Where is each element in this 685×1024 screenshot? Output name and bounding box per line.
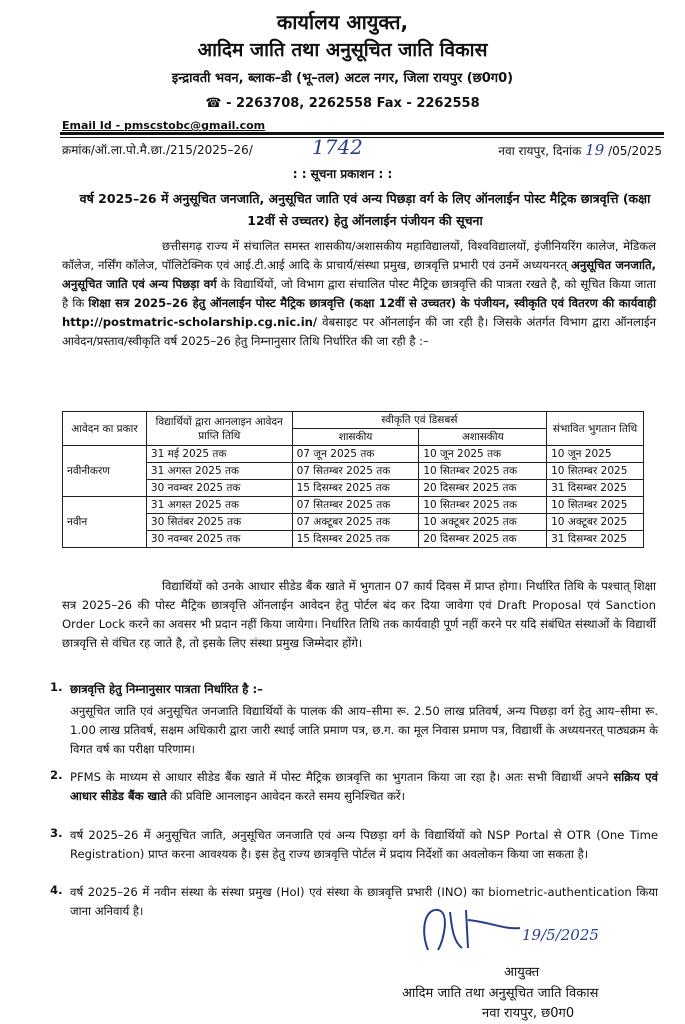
point-2-text [70,768,658,806]
point-1-number: 1. [50,680,63,694]
cell-private: 10 सितम्बर 2025 तक [419,497,547,514]
point-2-number: 2. [50,768,63,782]
reference-prefix: क्रमांक/ऑ.ला.पो.मै.छा./215/2025–26/ [62,143,253,157]
cell-payment: 10 सितम्बर 2025 [547,497,644,514]
col-header-payment: संभावित भुगतान तिथि [547,412,644,446]
intro-text-3: वेबसाइट पर ऑनलाईन की जा रही है। जिसके अंतर्गत विभाग द्वारा ऑनलाईन आवेदन/प्रस्ताव/स्वीकृति वर्ष 2025–26 हेतु निम्नानुसार तिथि निर्धारित की जा रही है :– [62,315,657,348]
cell-receipt: 31 मई 2025 तक [146,446,292,463]
table-row [63,463,644,480]
point-3-number: 3. [50,826,63,840]
table-row [63,480,644,497]
point-2-text-a: PFMS के माध्यम से आधार सीडेड बैंक खाते में पोस्ट मैट्रिक छात्रवृत्ति का भुगतान किया जा रहा है। अतः सभी विद्यार्थी अपने [70,770,609,784]
office-title: कार्यालय आयुक्त, [276,10,409,34]
notice-title: : : सूचना प्रकाशन : : [292,167,393,181]
cell-govt: 07 जून 2025 तक [292,446,419,463]
cell-receipt: 31 अगस्त 2025 तक [146,497,292,514]
cell-receipt: 31 अगस्त 2025 तक [146,463,292,480]
signatory-department: आदिम जाति तथा अनुसूचित जाति विकास [402,986,599,1001]
portal-url: http://postmatric-scholarship.cg.nic.in/ [62,315,318,329]
date-day-handwritten: 19 [585,141,605,159]
cell-private: 10 सितम्बर 2025 तक [419,463,547,480]
point-2-bold: सक्रिय एवं आधार सीडेड बैंक खाते [70,770,658,803]
cell-govt: 07 सितम्बर 2025 तक [292,497,419,514]
intro-text-1: छत्तीसगढ़ राज्य में संचालित समस्त शासकीय/अशासकीय महाविद्यालयों, विश्वविद्यालयों, इंजीनियरिंग कालेज, मेडिकल कॉलेज, नर्सिंग कॉलेज, पॉलिटेक्निक एवं आई.टी.आई आदि के प्राचार्य/संस्था प्रमुख, छात्रवृत्ति प्रभारी एवं उनमें अध्ययनरत् [62,239,656,272]
cell-payment: 31 दिसम्बर 2025 [547,531,644,548]
intro-bold-2: शिक्षा सत्र 2025–26 हेतु ऑनलाईन पोस्ट मैट्रिक छात्रवृत्ति (कक्षा 12वीं से उच्चतर) के पंजीयन, स्वीकृति एवं वितरण की कार्यवाही [88,296,657,310]
schedule-table [62,411,644,548]
table-row [63,531,644,548]
cell-private: 10 अक्टूबर 2025 तक [419,514,547,531]
reference-date [498,141,662,159]
col-header-type: आवेदन का प्रकार [63,412,147,446]
reference-number-handwritten: 1742 [312,135,363,159]
signatory-designation: आयुक्त [504,965,540,980]
email-id: Email Id - pmscstobc@gmail.com [62,119,266,132]
point-4-number: 4. [50,883,63,897]
office-address: इन्द्रावती भवन, ब्लाक–डी (भू–तल) अटल नगर, जिला रायपुर (छ0ग0) [171,71,514,86]
cell-receipt: 30 सितंबर 2025 तक [146,514,292,531]
cell-govt: 07 अक्टूबर 2025 तक [292,514,419,531]
signature-date-handwritten: 19/5/2025 [522,926,599,944]
cell-govt: 15 दिसम्बर 2025 तक [292,531,419,548]
point-4-text: वर्ष 2025–26 में नवीन संस्था के संस्था प्रमुख (HoI) एवं संस्था के छात्रवृत्ति प्रभारी (INO) का biometric-authentication किया जाना अनिवार्य है। [70,885,658,918]
cell-receipt: 30 नवम्बर 2025 तक [146,531,292,548]
point-1-heading: छात्रवृत्ति हेतु निम्नानुसार पात्रता निर्धारित है :– [70,682,263,696]
phone-fax: - 2263708, 2262558 Fax - 2262558 [226,96,480,111]
signatory-place: नवा रायपुर, छ0ग0 [482,1006,575,1021]
col-header-govt: शासकीय [292,429,419,446]
cell-govt: 07 सितम्बर 2025 तक [292,463,419,480]
cell-payment: 10 सितम्बर 2025 [547,463,644,480]
point-1-text: अनुसूचित जाति एवं अनुसूचित जनजाति विद्यार्थियों के पालक की आय–सीमा रू. 2.50 लाख प्रतिवर्ष, अन्य पिछड़ा वर्ग हेतु आय–सीमा रू. 1.00 लाख प्रतिवर्ष, सक्षम अधिकारी द्वारा जारी स्थाई जाति प्रमाण पत्र, छ.ग. का मूल निवास प्रमाण पत्र, विद्यार्थी के अध्ययनरत् पाठ्यक्रम के विगत वर्ष का परीक्षा परिणाम। [70,704,659,756]
intro-bold-1: अनुसूचित जनजाति, अनुसूचित जाति एवं अन्य पिछड़ा वर्ग [62,258,656,291]
intro-text-2: के विद्यार्थियों, जो विभाग द्वारा संचालित पोस्ट मैट्रिक छात्रवृत्ति की पात्रता रखते है, को सूचित किया जाता है कि [62,277,656,310]
cell-govt: 15 दिसम्बर 2025 तक [292,480,419,497]
group-type-renewal: नवीनीकरण [63,446,147,497]
signature-image [410,900,610,960]
col-header-receipt: विद्यार्थियों द्वारा आनलाइन आवेदन प्राप्ति तिथि [146,412,292,446]
point-2-text-b: की प्रविष्टि आनलाइन आवेदन करते समय सुनिश्चित करें। [170,789,406,803]
place-date-prefix: नवा रायपुर, दिनांक [498,144,582,158]
phone-icon: ☎ [205,96,222,111]
cell-payment: 31 दिसम्बर 2025 [547,480,644,497]
col-header-private: अशासकीय [419,429,547,446]
table-row [63,514,644,531]
col-header-approval: स्वीकृति एवं डिसबर्स [292,412,547,429]
point-3-text: वर्ष 2025–26 में अनुसूचित जाति, अनुसूचित जनजाति एवं अन्य पिछड़ा वर्ग के विद्यार्थियों को NSP Portal से OTR (One Time Registration) प्राप्त करना आवश्यक है। इस हेतु राज्य छात्रवृत्ति पोर्टल में प्रदाय निर्देशों का अवलोकन किया जा सकता है। [70,828,658,861]
table-row [63,497,644,514]
table-row [63,446,644,463]
cell-private: 10 जून 2025 तक [419,446,547,463]
contact-line [0,96,685,111]
cell-payment: 10 जून 2025 [547,446,644,463]
notice-subject: वर्ष 2025–26 में अनुसूचित जनजाति, अनुसूचित जाति एवं अन्य पिछड़ा वर्ग के लिए ऑनलाईन पोस्ट मैट्रिक छात्रवृत्ति (कक्षा 12वीं से उच्चतर) हेतु ऑनलाईन पंजीयन की सूचना [79,191,651,228]
department-title: आदिम जाति तथा अनुसूचित जाति विकास [197,39,488,61]
cell-payment: 10 अक्टूबर 2025 [547,514,644,531]
cell-receipt: 30 नवम्बर 2025 तक [146,480,292,497]
intro-paragraph [62,237,656,351]
cell-private: 20 दिसम्बर 2025 तक [419,480,547,497]
post-table-paragraph: विद्यार्थियों को उनके आधार सीडेड बैंक खाते में भुगतान 07 कार्य दिवस में प्राप्त होगा। निर्धारित तिथि के पश्चात् शिक्षा सत्र 2025–26 की पोस्ट मैट्रिक छात्रवृत्ति ऑनलाईन आवेदन हेतु पोर्टल बंद कर दिया जावेगा एवं Draft Proposal एवं Sanction Order Lock करने का अवसर भी प्रदान नहीं किया जायेगा। निर्धारित तिथि तक कार्यवाही पूर्ण नहीं करने पर यदि संबंधित संस्थाओं के विद्यार्थी छात्रवृत्ति से वंचित रह जाते है, तो इसके लिए संस्था प्रमुख जिम्मेदार होंगे। [62,579,656,650]
date-month-year: /05/2025 [608,144,662,158]
cell-private: 20 दिसम्बर 2025 तक [419,531,547,548]
group-type-new: नवीन [63,497,147,548]
